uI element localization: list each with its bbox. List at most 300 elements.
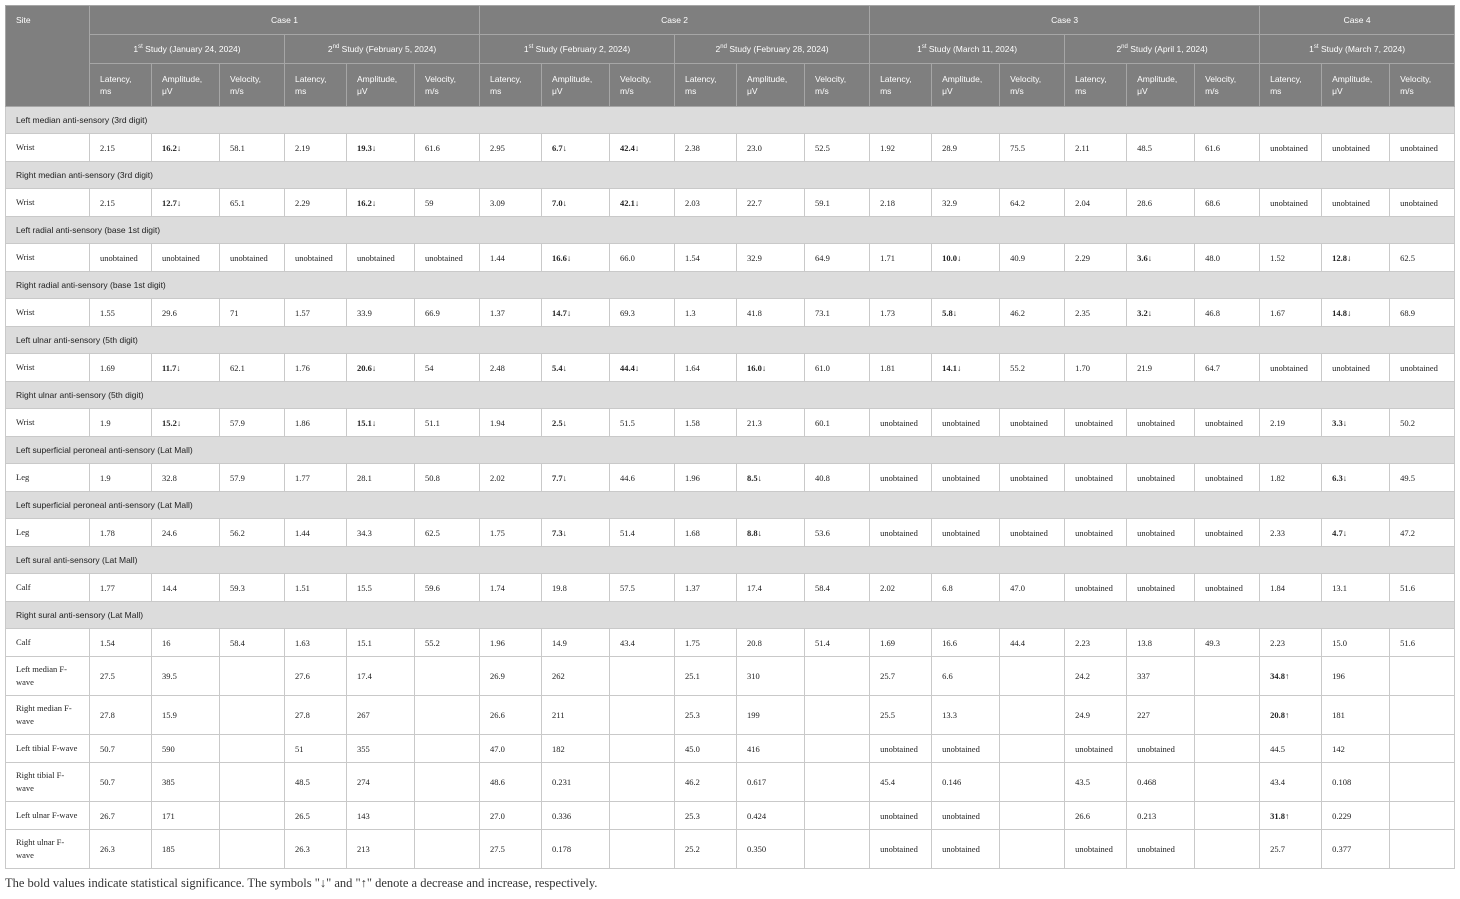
value-cell: 337 (1127, 657, 1195, 696)
parameter-unit: m/s (620, 86, 634, 96)
value-cell: 171 (152, 802, 220, 830)
table-row (6, 696, 1455, 735)
value-cell: 69.3 (610, 299, 675, 327)
value-cell: 25.5 (870, 696, 932, 735)
value-cell: unobtained (1390, 134, 1455, 162)
value-cell: 64.7 (1195, 354, 1260, 382)
parameter-unit: m/s (815, 86, 829, 96)
value-cell: 142 (1322, 735, 1390, 763)
parameter-header (737, 64, 805, 107)
value-cell: 11.7↓ (152, 354, 220, 382)
value-cell: unobtained (90, 244, 152, 272)
value-cell: 65.1 (220, 189, 285, 217)
value-cell (1000, 657, 1065, 696)
parameter-header (1195, 64, 1260, 107)
parameter-name: Latency, (880, 74, 912, 84)
value-cell: 7.7↓ (542, 464, 610, 492)
site-cell: Wrist (6, 354, 90, 382)
value-cell: 1.86 (285, 409, 347, 437)
value-cell: 43.5 (1065, 763, 1127, 802)
parameter-header (1000, 64, 1065, 107)
parameter-unit: ms (1075, 86, 1087, 96)
site-cell: Wrist (6, 299, 90, 327)
value-cell: 3.3↓ (1322, 409, 1390, 437)
value-cell (805, 696, 870, 735)
study-label: Study (February 28, 2024) (726, 44, 829, 54)
value-cell: 20.8↑ (1260, 696, 1322, 735)
value-cell: 33.9 (347, 299, 415, 327)
value-cell: 1.54 (675, 244, 737, 272)
site-cell: Left tibial F-wave (6, 735, 90, 763)
value-cell: 3.6↓ (1127, 244, 1195, 272)
value-cell: unobtained (1127, 830, 1195, 869)
parameter-unit: m/s (230, 86, 244, 96)
parameter-unit: ms (685, 86, 697, 96)
value-cell: 1.9 (90, 464, 152, 492)
value-cell: 46.2 (1000, 299, 1065, 327)
parameter-unit: μV (552, 86, 563, 96)
parameter-header (542, 64, 610, 107)
parameter-header (480, 64, 542, 107)
value-cell: 6.3↓ (1322, 464, 1390, 492)
results-table-container (5, 5, 1455, 869)
value-cell: 1.75 (480, 519, 542, 547)
parameter-unit: ms (1270, 86, 1282, 96)
parameter-name: Velocity, (425, 74, 457, 84)
value-cell: unobtained (1195, 574, 1260, 602)
value-cell: 20.6↓ (347, 354, 415, 382)
section-title: Right sural anti-sensory (Lat Mall) (6, 602, 1455, 629)
value-cell: 55.2 (415, 629, 480, 657)
value-cell: 1.51 (285, 574, 347, 602)
study-ordinal-suffix: nd (1121, 44, 1128, 51)
value-cell (415, 763, 480, 802)
value-cell: 2.02 (480, 464, 542, 492)
value-cell: 49.3 (1195, 629, 1260, 657)
value-cell: 43.4 (610, 629, 675, 657)
section-row (6, 547, 1455, 574)
value-cell: 14.4 (152, 574, 220, 602)
site-cell: Left ulnar F-wave (6, 802, 90, 830)
value-cell: unobtained (1322, 189, 1390, 217)
value-cell: 20.8 (737, 629, 805, 657)
value-cell: 6.8 (932, 574, 1000, 602)
value-cell: 27.5 (480, 830, 542, 869)
value-cell: 1.84 (1260, 574, 1322, 602)
value-cell: 7.3↓ (542, 519, 610, 547)
value-cell: 1.74 (480, 574, 542, 602)
value-cell: 10.0↓ (932, 244, 1000, 272)
value-cell: 50.7 (90, 735, 152, 763)
parameter-name: Amplitude, (1332, 74, 1373, 84)
value-cell (610, 657, 675, 696)
value-cell: 0.350 (737, 830, 805, 869)
value-cell: 2.23 (1065, 629, 1127, 657)
nerve-conduction-table (5, 5, 1455, 869)
value-cell: 28.9 (932, 134, 1000, 162)
value-cell (220, 696, 285, 735)
value-cell: 56.2 (220, 519, 285, 547)
parameter-unit: m/s (1010, 86, 1024, 96)
parameter-unit: m/s (425, 86, 439, 96)
value-cell: 0.617 (737, 763, 805, 802)
parameter-name: Velocity, (230, 74, 262, 84)
value-cell: 68.6 (1195, 189, 1260, 217)
parameter-unit: μV (942, 86, 953, 96)
value-cell: 25.3 (675, 696, 737, 735)
site-cell: Wrist (6, 409, 90, 437)
value-cell: 40.8 (805, 464, 870, 492)
value-cell: 29.6 (152, 299, 220, 327)
parameter-unit: m/s (1400, 86, 1414, 96)
study-ordinal: 2 (1116, 44, 1122, 54)
value-cell: unobtained (1127, 519, 1195, 547)
value-cell: 0.229 (1322, 802, 1390, 830)
value-cell: unobtained (870, 464, 932, 492)
value-cell: 0.108 (1322, 763, 1390, 802)
value-cell: 27.0 (480, 802, 542, 830)
parameter-header (1390, 64, 1455, 107)
parameter-header (152, 64, 220, 107)
value-cell: 34.3 (347, 519, 415, 547)
value-cell: 25.3 (675, 802, 737, 830)
value-cell (1390, 657, 1455, 696)
parameter-name: Velocity, (1010, 74, 1042, 84)
value-cell: unobtained (1127, 735, 1195, 763)
value-cell: 1.9 (90, 409, 152, 437)
value-cell: 15.5 (347, 574, 415, 602)
value-cell: unobtained (1000, 519, 1065, 547)
value-cell: 16.6 (932, 629, 1000, 657)
value-cell: 43.4 (1260, 763, 1322, 802)
parameter-name: Velocity, (620, 74, 652, 84)
value-cell: 2.38 (675, 134, 737, 162)
value-cell: 13.8 (1127, 629, 1195, 657)
site-cell: Wrist (6, 244, 90, 272)
value-cell: unobtained (870, 802, 932, 830)
value-cell: unobtained (1127, 464, 1195, 492)
value-cell: 6.7↓ (542, 134, 610, 162)
study-label: Study (January 24, 2024) (142, 44, 241, 54)
value-cell: 6.6 (932, 657, 1000, 696)
case-header: Case 1 (90, 6, 480, 35)
section-title: Left superficial peroneal anti-sensory (Lat Mall) (6, 492, 1455, 519)
study-header (675, 35, 870, 64)
parameter-name: Latency, (1270, 74, 1302, 84)
study-label: Study (February 5, 2024) (339, 44, 437, 54)
parameter-name: Amplitude, (1137, 74, 1178, 84)
value-cell: unobtained (152, 244, 220, 272)
value-cell: unobtained (870, 830, 932, 869)
value-cell: 0.178 (542, 830, 610, 869)
parameter-unit: μV (357, 86, 368, 96)
parameter-name: Latency, (100, 74, 132, 84)
value-cell: 2.5↓ (542, 409, 610, 437)
table-row (6, 802, 1455, 830)
study-header (1065, 35, 1260, 64)
value-cell: 73.1 (805, 299, 870, 327)
section-row (6, 217, 1455, 244)
site-header: Site (6, 6, 90, 107)
value-cell: 1.92 (870, 134, 932, 162)
value-cell: 182 (542, 735, 610, 763)
value-cell: 16 (152, 629, 220, 657)
parameter-header (1322, 64, 1390, 107)
value-cell: 2.02 (870, 574, 932, 602)
parameter-header (870, 64, 932, 107)
table-row (6, 574, 1455, 602)
value-cell: 1.67 (1260, 299, 1322, 327)
value-cell: unobtained (1260, 134, 1322, 162)
value-cell (415, 696, 480, 735)
value-cell: 51.4 (610, 519, 675, 547)
value-cell: 0.468 (1127, 763, 1195, 802)
parameter-name: Latency, (685, 74, 717, 84)
value-cell: 58.1 (220, 134, 285, 162)
value-cell: unobtained (1065, 574, 1127, 602)
value-cell: 0.377 (1322, 830, 1390, 869)
value-cell: 32.8 (152, 464, 220, 492)
value-cell: 58.4 (805, 574, 870, 602)
value-cell (1000, 696, 1065, 735)
value-cell: 1.37 (480, 299, 542, 327)
value-cell (610, 802, 675, 830)
value-cell: 15.1↓ (347, 409, 415, 437)
value-cell: unobtained (932, 464, 1000, 492)
value-cell: 15.0 (1322, 629, 1390, 657)
value-cell: 1.69 (90, 354, 152, 382)
section-row (6, 107, 1455, 134)
study-header (1260, 35, 1455, 64)
value-cell: 62.5 (1390, 244, 1455, 272)
value-cell: 13.1 (1322, 574, 1390, 602)
value-cell: 1.96 (675, 464, 737, 492)
value-cell (1195, 802, 1260, 830)
value-cell: 50.2 (1390, 409, 1455, 437)
value-cell (1390, 830, 1455, 869)
value-cell (1390, 735, 1455, 763)
table-body (6, 107, 1455, 869)
value-cell: unobtained (1065, 735, 1127, 763)
study-ordinal-suffix: st (1313, 44, 1319, 51)
parameter-header (1065, 64, 1127, 107)
value-cell: 2.19 (285, 134, 347, 162)
study-ordinal: 2 (715, 44, 721, 54)
value-cell: 46.8 (1195, 299, 1260, 327)
value-cell: 0.336 (542, 802, 610, 830)
value-cell (1195, 657, 1260, 696)
section-title: Left median anti-sensory (3rd digit) (6, 107, 1455, 134)
value-cell: 51.4 (805, 629, 870, 657)
value-cell: 1.77 (90, 574, 152, 602)
value-cell: unobtained (1000, 464, 1065, 492)
value-cell: 66.9 (415, 299, 480, 327)
value-cell: 26.6 (480, 696, 542, 735)
value-cell: 57.9 (220, 464, 285, 492)
value-cell: 181 (1322, 696, 1390, 735)
table-row (6, 629, 1455, 657)
value-cell (610, 763, 675, 802)
value-cell: 1.3 (675, 299, 737, 327)
value-cell: 42.4↓ (610, 134, 675, 162)
value-cell: 274 (347, 763, 415, 802)
study-ordinal: 2 (327, 44, 333, 54)
value-cell: 50.7 (90, 763, 152, 802)
value-cell: 15.2↓ (152, 409, 220, 437)
value-cell: unobtained (1065, 409, 1127, 437)
value-cell: 16.6↓ (542, 244, 610, 272)
value-cell: 61.0 (805, 354, 870, 382)
value-cell: 48.6 (480, 763, 542, 802)
value-cell: 25.7 (1260, 830, 1322, 869)
value-cell: unobtained (1390, 354, 1455, 382)
value-cell: 51.1 (415, 409, 480, 437)
parameter-header (220, 64, 285, 107)
value-cell: 27.8 (90, 696, 152, 735)
value-cell: 58.4 (220, 629, 285, 657)
table-row (6, 409, 1455, 437)
value-cell: unobtained (1195, 464, 1260, 492)
table-row (6, 830, 1455, 869)
study-header (285, 35, 480, 64)
site-cell: Right median F-wave (6, 696, 90, 735)
value-cell: 54 (415, 354, 480, 382)
value-cell: 7.0↓ (542, 189, 610, 217)
value-cell: unobtained (932, 735, 1000, 763)
value-cell: 1.96 (480, 629, 542, 657)
value-cell: 61.6 (1195, 134, 1260, 162)
value-cell (805, 735, 870, 763)
value-cell: 2.15 (90, 134, 152, 162)
value-cell: 385 (152, 763, 220, 802)
value-cell: unobtained (347, 244, 415, 272)
value-cell: 71 (220, 299, 285, 327)
table-row (6, 657, 1455, 696)
parameter-name: Amplitude, (162, 74, 203, 84)
value-cell (220, 802, 285, 830)
section-row (6, 437, 1455, 464)
value-cell: 27.5 (90, 657, 152, 696)
value-cell (1390, 802, 1455, 830)
section-title: Left radial anti-sensory (base 1st digit) (6, 217, 1455, 244)
value-cell (610, 830, 675, 869)
value-cell: 60.1 (805, 409, 870, 437)
section-row (6, 382, 1455, 409)
value-cell: 59.6 (415, 574, 480, 602)
value-cell: 59.3 (220, 574, 285, 602)
section-title: Left sural anti-sensory (Lat Mall) (6, 547, 1455, 574)
value-cell: unobtained (870, 735, 932, 763)
study-label: Study (April 1, 2024) (1127, 44, 1208, 54)
value-cell: 262 (542, 657, 610, 696)
value-cell: 57.9 (220, 409, 285, 437)
parameter-name: Amplitude, (357, 74, 398, 84)
study-ordinal: 1 (523, 44, 529, 54)
value-cell: unobtained (932, 409, 1000, 437)
value-cell: 0.213 (1127, 802, 1195, 830)
case-header: Case 2 (480, 6, 870, 35)
value-cell: 196 (1322, 657, 1390, 696)
value-cell: 1.63 (285, 629, 347, 657)
parameter-unit: μV (747, 86, 758, 96)
parameter-unit: μV (1332, 86, 1343, 96)
value-cell: unobtained (932, 830, 1000, 869)
value-cell (1000, 830, 1065, 869)
value-cell: 1.54 (90, 629, 152, 657)
value-cell: 1.82 (1260, 464, 1322, 492)
value-cell: 2.15 (90, 189, 152, 217)
value-cell: 31.8↑ (1260, 802, 1322, 830)
value-cell (1390, 763, 1455, 802)
value-cell (805, 763, 870, 802)
value-cell (1195, 696, 1260, 735)
value-cell: 45.0 (675, 735, 737, 763)
value-cell: 46.2 (675, 763, 737, 802)
parameter-header (805, 64, 870, 107)
study-ordinal: 1 (917, 44, 922, 54)
value-cell: 1.71 (870, 244, 932, 272)
parameter-header (1127, 64, 1195, 107)
site-cell: Calf (6, 574, 90, 602)
value-cell: 27.8 (285, 696, 347, 735)
value-cell (1000, 735, 1065, 763)
table-row (6, 464, 1455, 492)
value-cell: 44.4 (1000, 629, 1065, 657)
study-header (90, 35, 285, 64)
value-cell: 2.48 (480, 354, 542, 382)
value-cell: unobtained (220, 244, 285, 272)
value-cell: 44.5 (1260, 735, 1322, 763)
value-cell: 44.4↓ (610, 354, 675, 382)
site-cell: Leg (6, 464, 90, 492)
value-cell: 27.6 (285, 657, 347, 696)
table-row (6, 519, 1455, 547)
value-cell: 211 (542, 696, 610, 735)
value-cell: 55.2 (1000, 354, 1065, 382)
value-cell (805, 802, 870, 830)
value-cell: 16.0↓ (737, 354, 805, 382)
value-cell: 267 (347, 696, 415, 735)
section-title: Left superficial peroneal anti-sensory (Lat Mall) (6, 437, 1455, 464)
value-cell: 62.5 (415, 519, 480, 547)
parameter-name: Latency, (490, 74, 522, 84)
section-row (6, 327, 1455, 354)
value-cell: 1.76 (285, 354, 347, 382)
value-cell: 5.4↓ (542, 354, 610, 382)
value-cell: unobtained (932, 519, 1000, 547)
study-ordinal: 1 (133, 44, 139, 54)
site-cell: Wrist (6, 189, 90, 217)
value-cell: 26.6 (1065, 802, 1127, 830)
value-cell: 26.5 (285, 802, 347, 830)
value-cell: 21.9 (1127, 354, 1195, 382)
value-cell: 12.7↓ (152, 189, 220, 217)
value-cell: 57.5 (610, 574, 675, 602)
value-cell: unobtained (1065, 519, 1127, 547)
value-cell: 47.0 (1000, 574, 1065, 602)
value-cell (415, 735, 480, 763)
value-cell: 213 (347, 830, 415, 869)
parameter-name: Velocity, (1400, 74, 1432, 84)
study-ordinal-suffix: st (921, 44, 927, 51)
value-cell (415, 657, 480, 696)
parameter-name: Amplitude, (942, 74, 983, 84)
value-cell: 24.6 (152, 519, 220, 547)
value-cell: 1.37 (675, 574, 737, 602)
parameter-header (932, 64, 1000, 107)
value-cell: 3.2↓ (1127, 299, 1195, 327)
value-cell: 1.52 (1260, 244, 1322, 272)
